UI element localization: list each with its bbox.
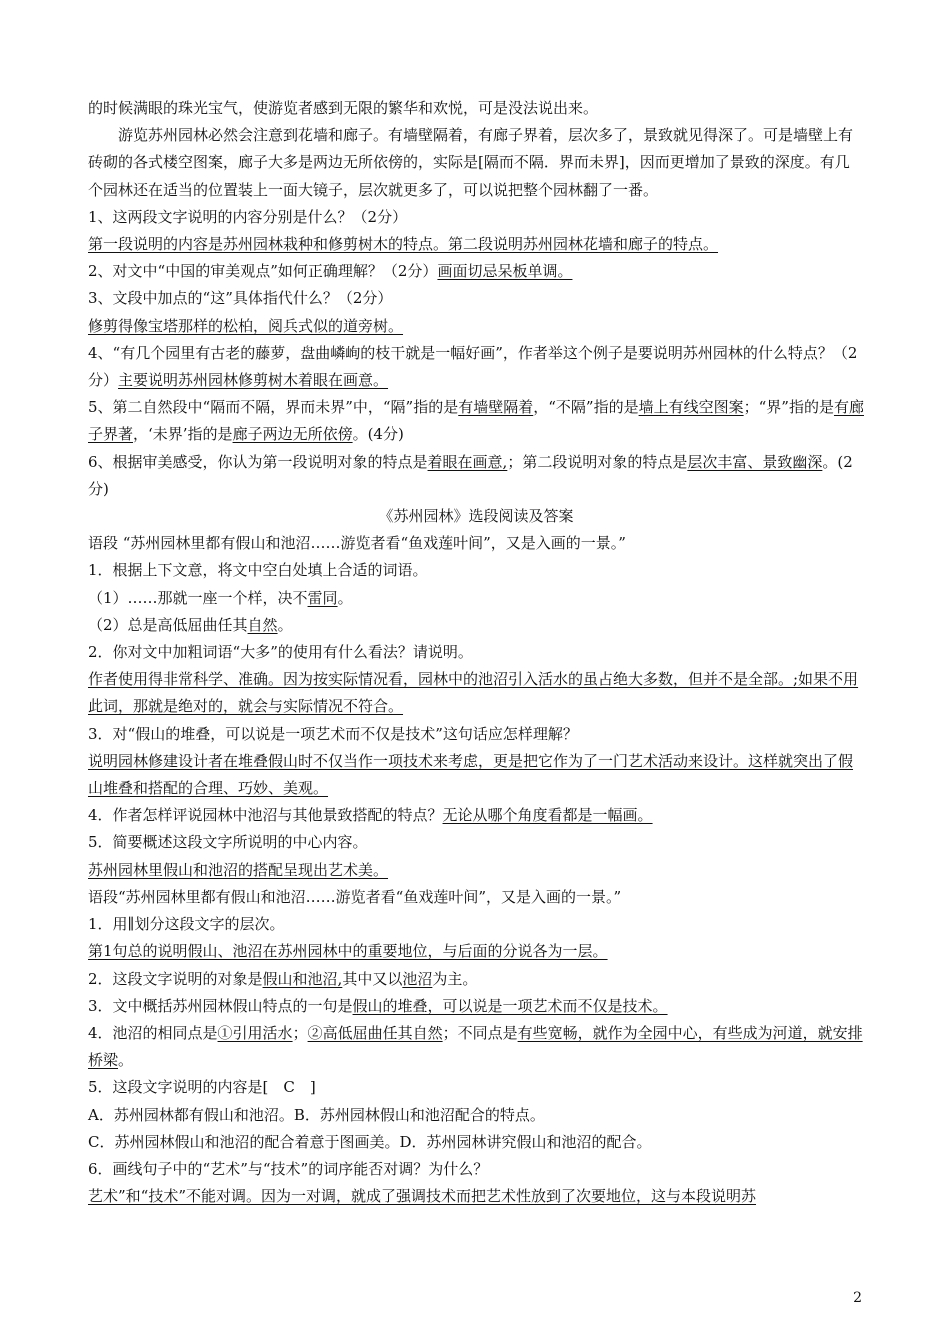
s2q4-part-1: 4．池沼的相同点是 (88, 1023, 218, 1042)
section-1-question-3: 3．对“假山的堆叠，可以说是一项艺术而不仅是技术”这句话应怎样理解？ (88, 724, 578, 743)
answer-1-text: 第一段说明的内容是苏州园林栽种和修剪树木的特点。第二段说明苏州园林花墙和廊子的特点。 (88, 235, 719, 254)
question-5-part-5: 。(4分) (352, 425, 404, 444)
question-5-part-1: 5、第二自然段中“隔而不隔，界而未界”中，“隔”指的是 (88, 398, 459, 417)
question-6-answer-1: 着眼在画意, (427, 452, 508, 471)
section-2-options-ab: A．苏州园林都有假山和池沼。B．苏州园林假山和池沼配合的特点。 (88, 1105, 545, 1124)
answer-3 (88, 313, 864, 340)
section-2-question-1: 1．用∥划分这段文字的层次。 (88, 915, 285, 934)
section-1-answer-4-text: 无论从哪个角度看都是一幅画。 (442, 806, 653, 825)
question-1: 1、这两段文字说明的内容分别是什么？（2分） (88, 207, 408, 226)
question-5-part-2: ，“不隔”指的是 (533, 398, 639, 417)
section-title: 《苏州园林》选段阅读及答案 (378, 507, 574, 526)
section-2-question-3 (88, 993, 864, 1020)
q1a-end: 。 (337, 588, 353, 607)
section-2-question-4 (88, 1020, 864, 1074)
question-6-part-3: 。(2分) (88, 452, 853, 498)
question-6 (88, 449, 864, 503)
q1a-text: （1）……那就一座一个样，决不 (88, 588, 308, 607)
section-1-question-2: 2．你对文中加粗词语“大多”的使用有什么看法？请说明。 (88, 643, 473, 662)
section-1-answer-5 (88, 857, 864, 884)
answer-1 (88, 231, 864, 258)
section-1-answer-5-text: 苏州园林里假山和池沼的搭配呈现出艺术美。 (88, 860, 389, 879)
answer-3-text: 修剪得像宝塔那样的松柏，阅兵式似的道旁树。 (88, 316, 404, 335)
section-1-question-1b (88, 612, 864, 639)
s2q4-part-3: ；不同点是 (442, 1023, 518, 1042)
s2q3-answer: 假山的堆叠，可以说是一项艺术而不仅是技术。 (352, 996, 668, 1015)
section-2-answer-1 (88, 938, 864, 965)
section-1-answer-3 (88, 748, 864, 802)
section-2-question-5: 5．这段文字说明的内容是[ C ] (88, 1078, 316, 1097)
s2q2-part-1: 2．这段文字说明的对象是 (88, 969, 263, 988)
section-1-answer-3-text: 说明园林修建设计者在堆叠假山时不仅当作一项技术来考虑，更是把它作为了一门艺术活动来设计。这样就突出了假山堆叠和搭配的合理、巧妙、美观。 (88, 751, 854, 798)
question-2-text: 2、对文中“中国的审美观点”如何正确理解？（2分） (88, 262, 438, 281)
s2q3-text: 3．文中概括苏州园林假山特点的一句是 (88, 996, 353, 1015)
question-5-answer-1: 有墙壁隔着 (458, 398, 534, 417)
q1a-answer: 雷同 (307, 588, 338, 607)
s2q4-part-4: 。 (118, 1051, 134, 1070)
question-5-part-3: ；“界”指的是 (743, 398, 834, 417)
paragraph-2: 游览苏州园林必然会注意到花墙和廊子。有墙壁隔着，有廊子界着，层次多了，景致就见得深了。可是墙壁上有砖砌的各式楼空图案，廊子大多是两边无所依傍的，实际是[隔而不隔．界而未界]，因而更增加了景致的深度。有几个园林还在适当的位置装上一面大镜子，层次就更多了，可以说把整个园林翻了一番。 (88, 126, 854, 199)
document-body (88, 95, 864, 1210)
section-1-answer-2 (88, 666, 864, 720)
s2q2-answer-1: 假山和池沼, (262, 969, 343, 988)
section-1-intro: 语段 “苏州园林里都有假山和池沼……游览者看“鱼戏莲叶间”，又是入画的一景。” (88, 534, 626, 553)
question-6-part-1: 6、根据审美感受，你认为第一段说明对象的特点是 (88, 452, 428, 471)
section-2-question-6: 6．画线句子中的“艺术”与“技术”的词序能否对调？为什么？ (88, 1159, 489, 1178)
question-4-text: 4、“有几个园里有古老的藤萝，盘曲嶙峋的枝干就是一幅好画”，作者举这个例子是要说明苏州园林的什么特点？（2分） (88, 343, 858, 390)
answer-2-text: 画面切忌呆板单调。 (437, 262, 573, 281)
section-2-answer-1-text: 第1句总的说明假山、池沼在苏州园林中的重要地位，与后面的分说各为一层。 (88, 942, 608, 961)
question-4 (88, 340, 864, 394)
section-2-answer-6-text: 艺术”和“技术”不能对调。因为一对调，就成了强调技术而把艺术性放到了次要地位，这与本段说明苏 (88, 1187, 757, 1206)
section-2-intro: 语段“苏州园林里都有假山和池沼……游览者看“鱼戏莲叶间”，又是入画的一景。” (88, 887, 622, 906)
s2q2-answer-2: 池沼 (402, 969, 433, 988)
page-number: 2 (853, 1290, 862, 1306)
section-2-options-cd: C．苏州园林假山和池沼的配合着意于图画美。D．苏州园林讲究假山和池沼的配合。 (88, 1132, 652, 1151)
s2q4-answer-2: ②高低屈曲任其自然 (307, 1023, 443, 1042)
paragraph-1: 的时候满眼的珠光宝气，使游览者感到无限的繁华和欢悦，可是没法说出来。 (88, 99, 599, 117)
question-5-answer-3: 有廊子界著 (88, 398, 864, 444)
question-5 (88, 394, 864, 448)
section-1-question-5: 5．简要概述这段文字所说明的中心内容。 (88, 833, 368, 852)
s2q2-part-3: 为主。 (432, 969, 478, 988)
s2q2-part-2: 其中又以 (342, 969, 403, 988)
s2q4-answer-3: 有些宽畅，就作为全园中心，有些成为河道，就安排桥梁 (88, 1023, 863, 1070)
section-1-question-1: 1．根据上下文意，将文中空白处填上合适的词语。 (88, 561, 428, 580)
section-2-answer-6 (88, 1183, 864, 1210)
question-5-part-4: ，‘未界’指的是 (133, 425, 233, 444)
question-6-part-2: ；第二段说明对象的特点是 (507, 452, 688, 471)
question-5-answer-4: 廊子两边无所依傍 (232, 425, 353, 444)
s2q4-part-2: ； (292, 1023, 308, 1042)
section-1-answer-2-text: 作者使用得非常科学、准确。因为按实际情况看，园林中的池沼引入活水的虽占绝大多数，但并不是全部。;如果不用此词，那就是绝对的，就会与实际情况不符合。 (88, 670, 859, 716)
s2q4-answer-1: ①引用活水 (217, 1023, 293, 1042)
section-1-question-4-text: 4．作者怎样评说园林中池沼与其他景致搭配的特点？ (88, 806, 443, 825)
section-2-question-2 (88, 966, 864, 993)
answer-4-text: 主要说明苏州园林修剪树木着眼在画意。 (118, 371, 389, 390)
question-2 (88, 258, 864, 285)
q1b-end: 。 (277, 615, 293, 634)
question-3: 3、文段中加点的“这”具体指代什么？（2分） (88, 289, 393, 308)
q1b-answer: 自然 (247, 615, 278, 634)
q1b-text: （2）总是高低屈曲任其 (88, 615, 248, 634)
question-5-answer-2: 墙上有线空图案 (638, 398, 744, 417)
question-6-answer-2: 层次丰富、景致幽深 (687, 452, 823, 471)
section-1-question-4 (88, 802, 864, 829)
section-1-question-1a (88, 585, 864, 612)
